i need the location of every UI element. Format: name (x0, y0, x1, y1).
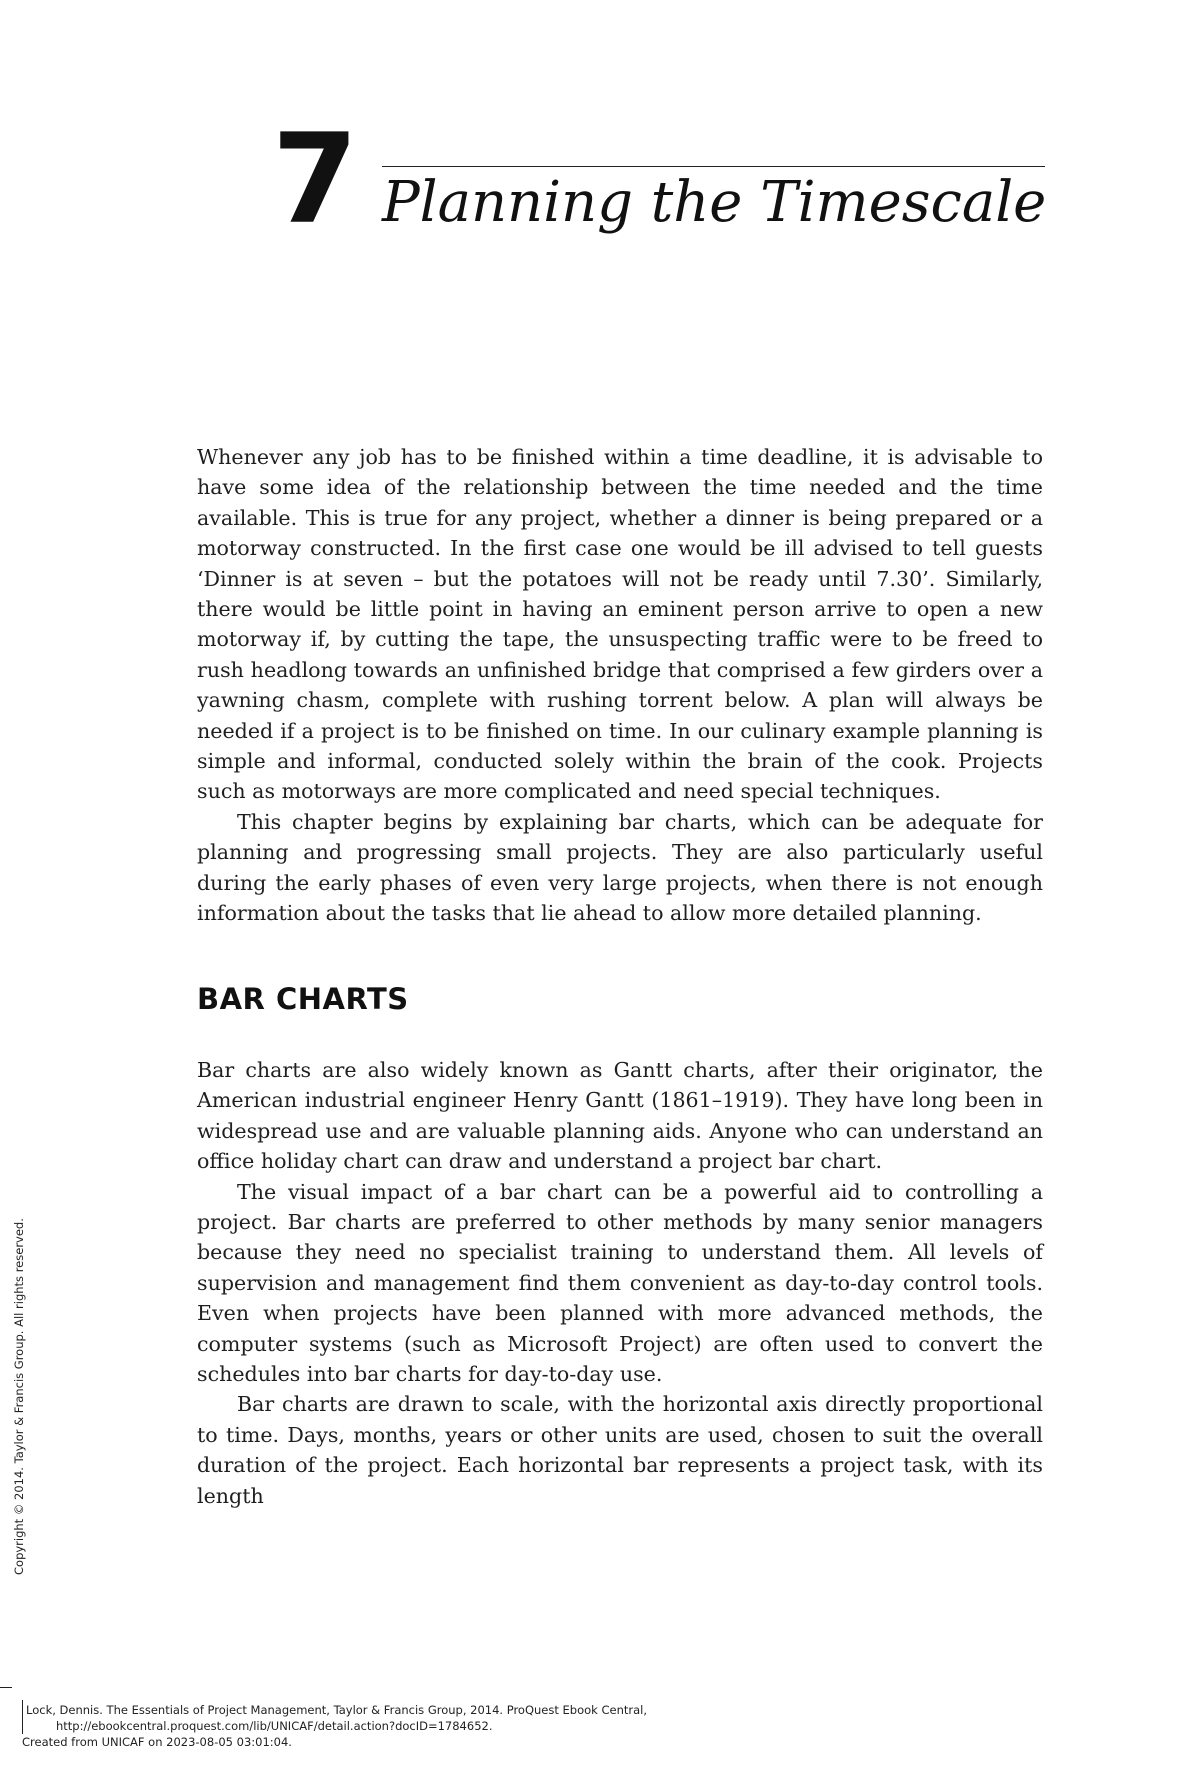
intro-paragraph-1: Whenever any job has to be finished within a time deadline, it is advisable to have some idea of the relationship between the time needed and the time available. This is true for any project, whether a dinner is being prepared or a motorway constructed. In the first case one would be ill advised to tell guests ‘Dinner is at seven – but the potatoes will not be ready until 7.30’. Similarly, there would be little point in having an eminent person arrive to open a new motorway if, by cutting the tape, the unsuspecting traffic were to be freed to rush headlong towards an unfinished bridge that comprised a few girders over a yawning chasm, complete with rushing torrent below. A plan will always be needed if a project is to be finished on time. In our culinary example planning is simple and informal, conducted solely within the brain of the cook. Projects such as motorways are more complicated and need special techniques. (197, 445, 1043, 804)
footer-citation-line: Lock, Dennis. The Essentials of Project Management, Taylor & Francis Group, 2014. ProQuest Ebook Central, (26, 1703, 648, 1717)
chapter-number: 7 (272, 108, 355, 252)
footer-created: Created from UNICAF on 2023-08-05 03:01:04. (22, 1735, 292, 1749)
chapter-title-rule (382, 166, 1045, 167)
footer-citation (22, 1702, 648, 1750)
chapter-title: Planning the Timescale (382, 170, 1047, 235)
corner-mark (0, 1687, 12, 1688)
bar-charts-paragraph-1: Bar charts are also widely known as Gantt charts, after their originator, the American industrial engineer Henry Gantt (1861–1919). They have long been in widespread use and are valuable planning aids. Anyone who can understand an office holiday chart can draw and understand a project bar chart. (197, 1058, 1043, 1174)
intro-paragraph-2: This chapter begins by explaining bar charts, which can be adequate for planning and progressing small projects. They are also particularly useful during the early phases of even very large projects, when there is not enough information about the tasks that lie ahead to allow more detailed planning. (197, 809, 1043, 926)
footer-divider (22, 1700, 23, 1734)
intro-section (197, 442, 1043, 929)
bar-charts-section (197, 1055, 1043, 1511)
side-copyright-notice: Copyright © 2014. Taylor & Francis Group. All rights reserved. (12, 1218, 26, 1575)
bar-charts-paragraph-2: The visual impact of a bar chart can be a powerful aid to controlling a project. Bar charts are preferred to other methods by many senior managers because they need no specialist training to understand them. All levels of supervision and management find them convenient as day-to-day control tools. Even when projects have been planned with more advanced methods, the computer systems (such as Microsoft Project) are often used to convert the schedules into bar charts for day-to-day use. (197, 1179, 1043, 1387)
bar-charts-paragraph-3: Bar charts are drawn to scale, with the horizontal axis directly proportional to time. Days, months, years or other units are used, chosen to suit the overall duration of the project. Each horizontal bar represents a project task, with its length (197, 1392, 1043, 1508)
section-heading-bar-charts: BAR CHARTS (197, 982, 409, 1016)
footer-url[interactable]: http://ebookcentral.proquest.com/lib/UNICAF/detail.action?docID=1784652. (56, 1719, 493, 1733)
